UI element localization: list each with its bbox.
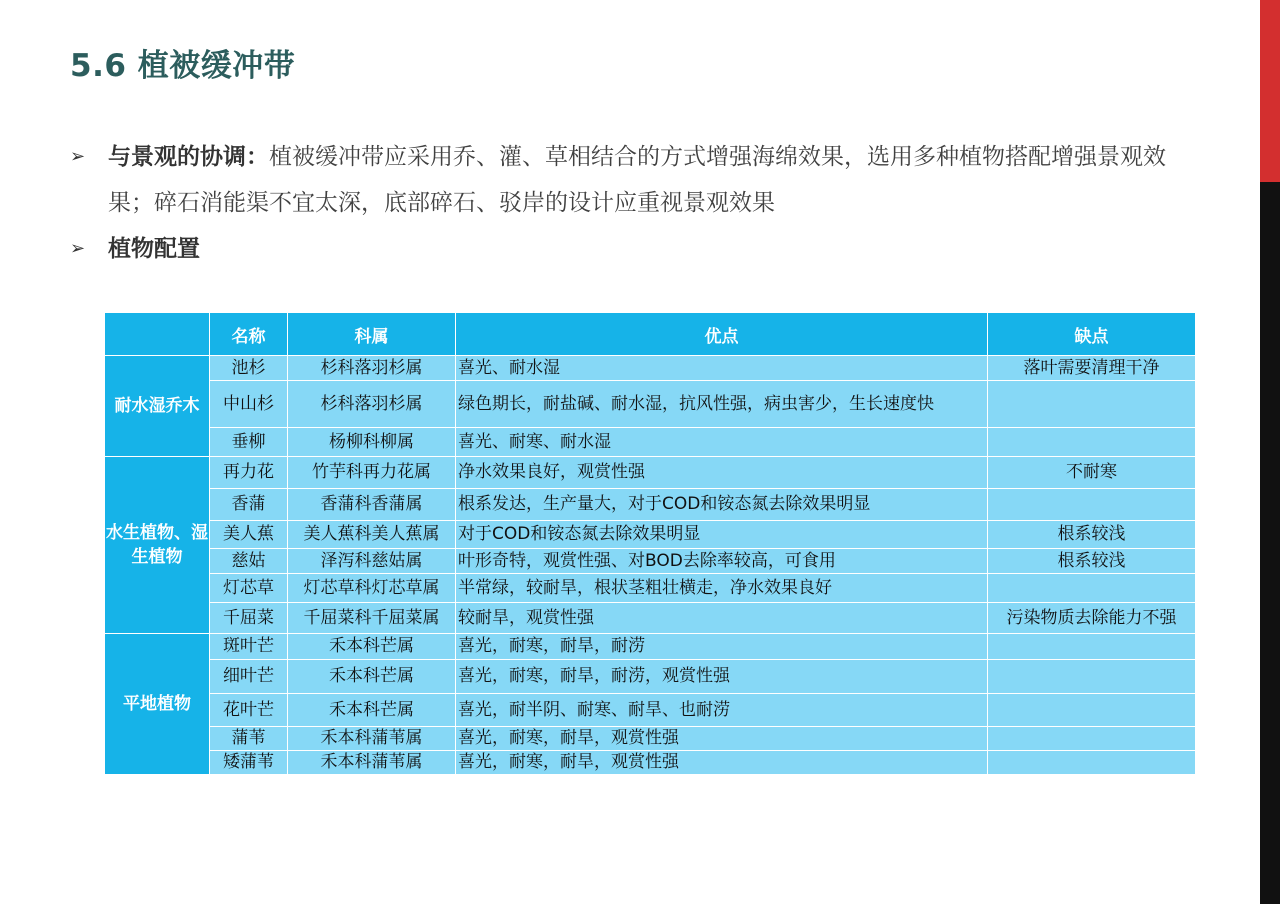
cell-pros: 绿色期长，耐盐碱、耐水湿，抗风性强，病虫害少，生长速度快 [456,381,988,428]
table-row [105,549,1196,574]
cell-family: 杉科落羽杉属 [288,381,456,428]
bullet-heading: 植物配置 [108,236,200,262]
cell-pros: 喜光，耐半阴、耐寒、耐旱、也耐涝 [456,694,988,727]
cell-cons: 落叶需要清理干净 [988,356,1196,381]
cell-pros: 喜光、耐水湿 [456,356,988,381]
cell-name: 花叶芒 [210,694,288,727]
header-pros: 优点 [456,313,988,356]
cell-cons [988,428,1196,457]
table-row [105,660,1196,694]
cell-name: 再力花 [210,457,288,489]
cell-cons [988,751,1196,775]
bullet-heading: 与景观的协调： [108,144,269,170]
bullet-list [70,134,1200,272]
header-name: 名称 [210,313,288,356]
cell-name: 斑叶芒 [210,634,288,660]
cell-name: 垂柳 [210,428,288,457]
cell-family: 禾本科芒属 [288,660,456,694]
cell-pros: 较耐旱，观赏性强 [456,603,988,634]
cell-name: 美人蕉 [210,521,288,549]
cell-cons: 不耐寒 [988,457,1196,489]
cell-cons: 根系较浅 [988,549,1196,574]
cell-family: 泽泻科慈姑属 [288,549,456,574]
accent-bar-black [1260,182,1280,904]
cell-cons: 污染物质去除能力不强 [988,603,1196,634]
table-row [105,489,1196,521]
cell-name: 慈姑 [210,549,288,574]
cell-pros: 净水效果良好，观赏性强 [456,457,988,489]
cell-name: 香蒲 [210,489,288,521]
cell-family: 禾本科芒属 [288,694,456,727]
cell-pros: 喜光，耐寒，耐旱，观赏性强 [456,727,988,751]
cell-cons [988,694,1196,727]
cell-cons [988,634,1196,660]
cell-cons [988,381,1196,428]
table-row [105,634,1196,660]
cell-cons [988,727,1196,751]
bullet-arrow-icon: ➢ [70,238,86,259]
cell-pros: 半常绿，较耐旱，根状茎粗壮横走，净水效果良好 [456,574,988,603]
table-row [105,521,1196,549]
cell-pros: 对于COD和铵态氮去除效果明显 [456,521,988,549]
table-row [105,381,1196,428]
cell-pros: 喜光、耐寒、耐水湿 [456,428,988,457]
table-row [105,574,1196,603]
cell-pros: 根系发达，生产量大，对于COD和铵态氮去除效果明显 [456,489,988,521]
table-row [105,694,1196,727]
cell-family: 禾本科蒲苇属 [288,727,456,751]
cell-name: 中山杉 [210,381,288,428]
table-row [105,356,1196,381]
cell-cons [988,574,1196,603]
cell-family: 禾本科蒲苇属 [288,751,456,775]
table-row [105,428,1196,457]
cell-name: 千屈菜 [210,603,288,634]
cell-pros: 叶形奇特，观赏性强、对BOD去除率较高，可食用 [456,549,988,574]
page-title: 5.6 植被缓冲带 [70,48,296,84]
bullet-arrow-icon: ➢ [70,146,86,167]
cell-family: 竹芋科再力花属 [288,457,456,489]
cell-family: 灯芯草科灯芯草属 [288,574,456,603]
cell-name: 蒲苇 [210,727,288,751]
table-header-row [105,313,1196,356]
header-family: 科属 [288,313,456,356]
table-row [105,603,1196,634]
cell-pros: 喜光，耐寒，耐旱，观赏性强 [456,751,988,775]
cell-family: 香蒲科香蒲属 [288,489,456,521]
cell-cons [988,489,1196,521]
cell-cons: 根系较浅 [988,521,1196,549]
cell-family: 千屈菜科千屈菜属 [288,603,456,634]
cell-pros: 喜光，耐寒，耐旱，耐涝 [456,634,988,660]
accent-bar-red [1260,0,1280,182]
table-row [105,457,1196,489]
cell-family: 杉科落羽杉属 [288,356,456,381]
cell-family: 杨柳科柳属 [288,428,456,457]
header-cons: 缺点 [988,313,1196,356]
cell-name: 细叶芒 [210,660,288,694]
bullet-plants [70,226,1200,272]
group-cell: 耐水湿乔木 [105,356,210,457]
table-row [105,727,1196,751]
plant-table [104,312,1196,775]
group-cell: 平地植物 [105,634,210,775]
header-group [105,313,210,356]
bullet-text: 植被缓冲带应采用乔、灌、草相结合的方式增强海绵效果，选用多种植物搭配增强景观效果；碎石消能渠不宜太深，底部碎石、驳岸的设计应重视景观效果 [108,144,1166,216]
bullet-landscape [70,134,1200,226]
cell-family: 美人蕉科美人蕉属 [288,521,456,549]
cell-name: 灯芯草 [210,574,288,603]
group-cell: 水生植物、湿生植物 [105,457,210,634]
cell-family: 禾本科芒属 [288,634,456,660]
table-row [105,751,1196,775]
cell-cons [988,660,1196,694]
cell-name: 池杉 [210,356,288,381]
cell-name: 矮蒲苇 [210,751,288,775]
cell-pros: 喜光，耐寒，耐旱，耐涝，观赏性强 [456,660,988,694]
